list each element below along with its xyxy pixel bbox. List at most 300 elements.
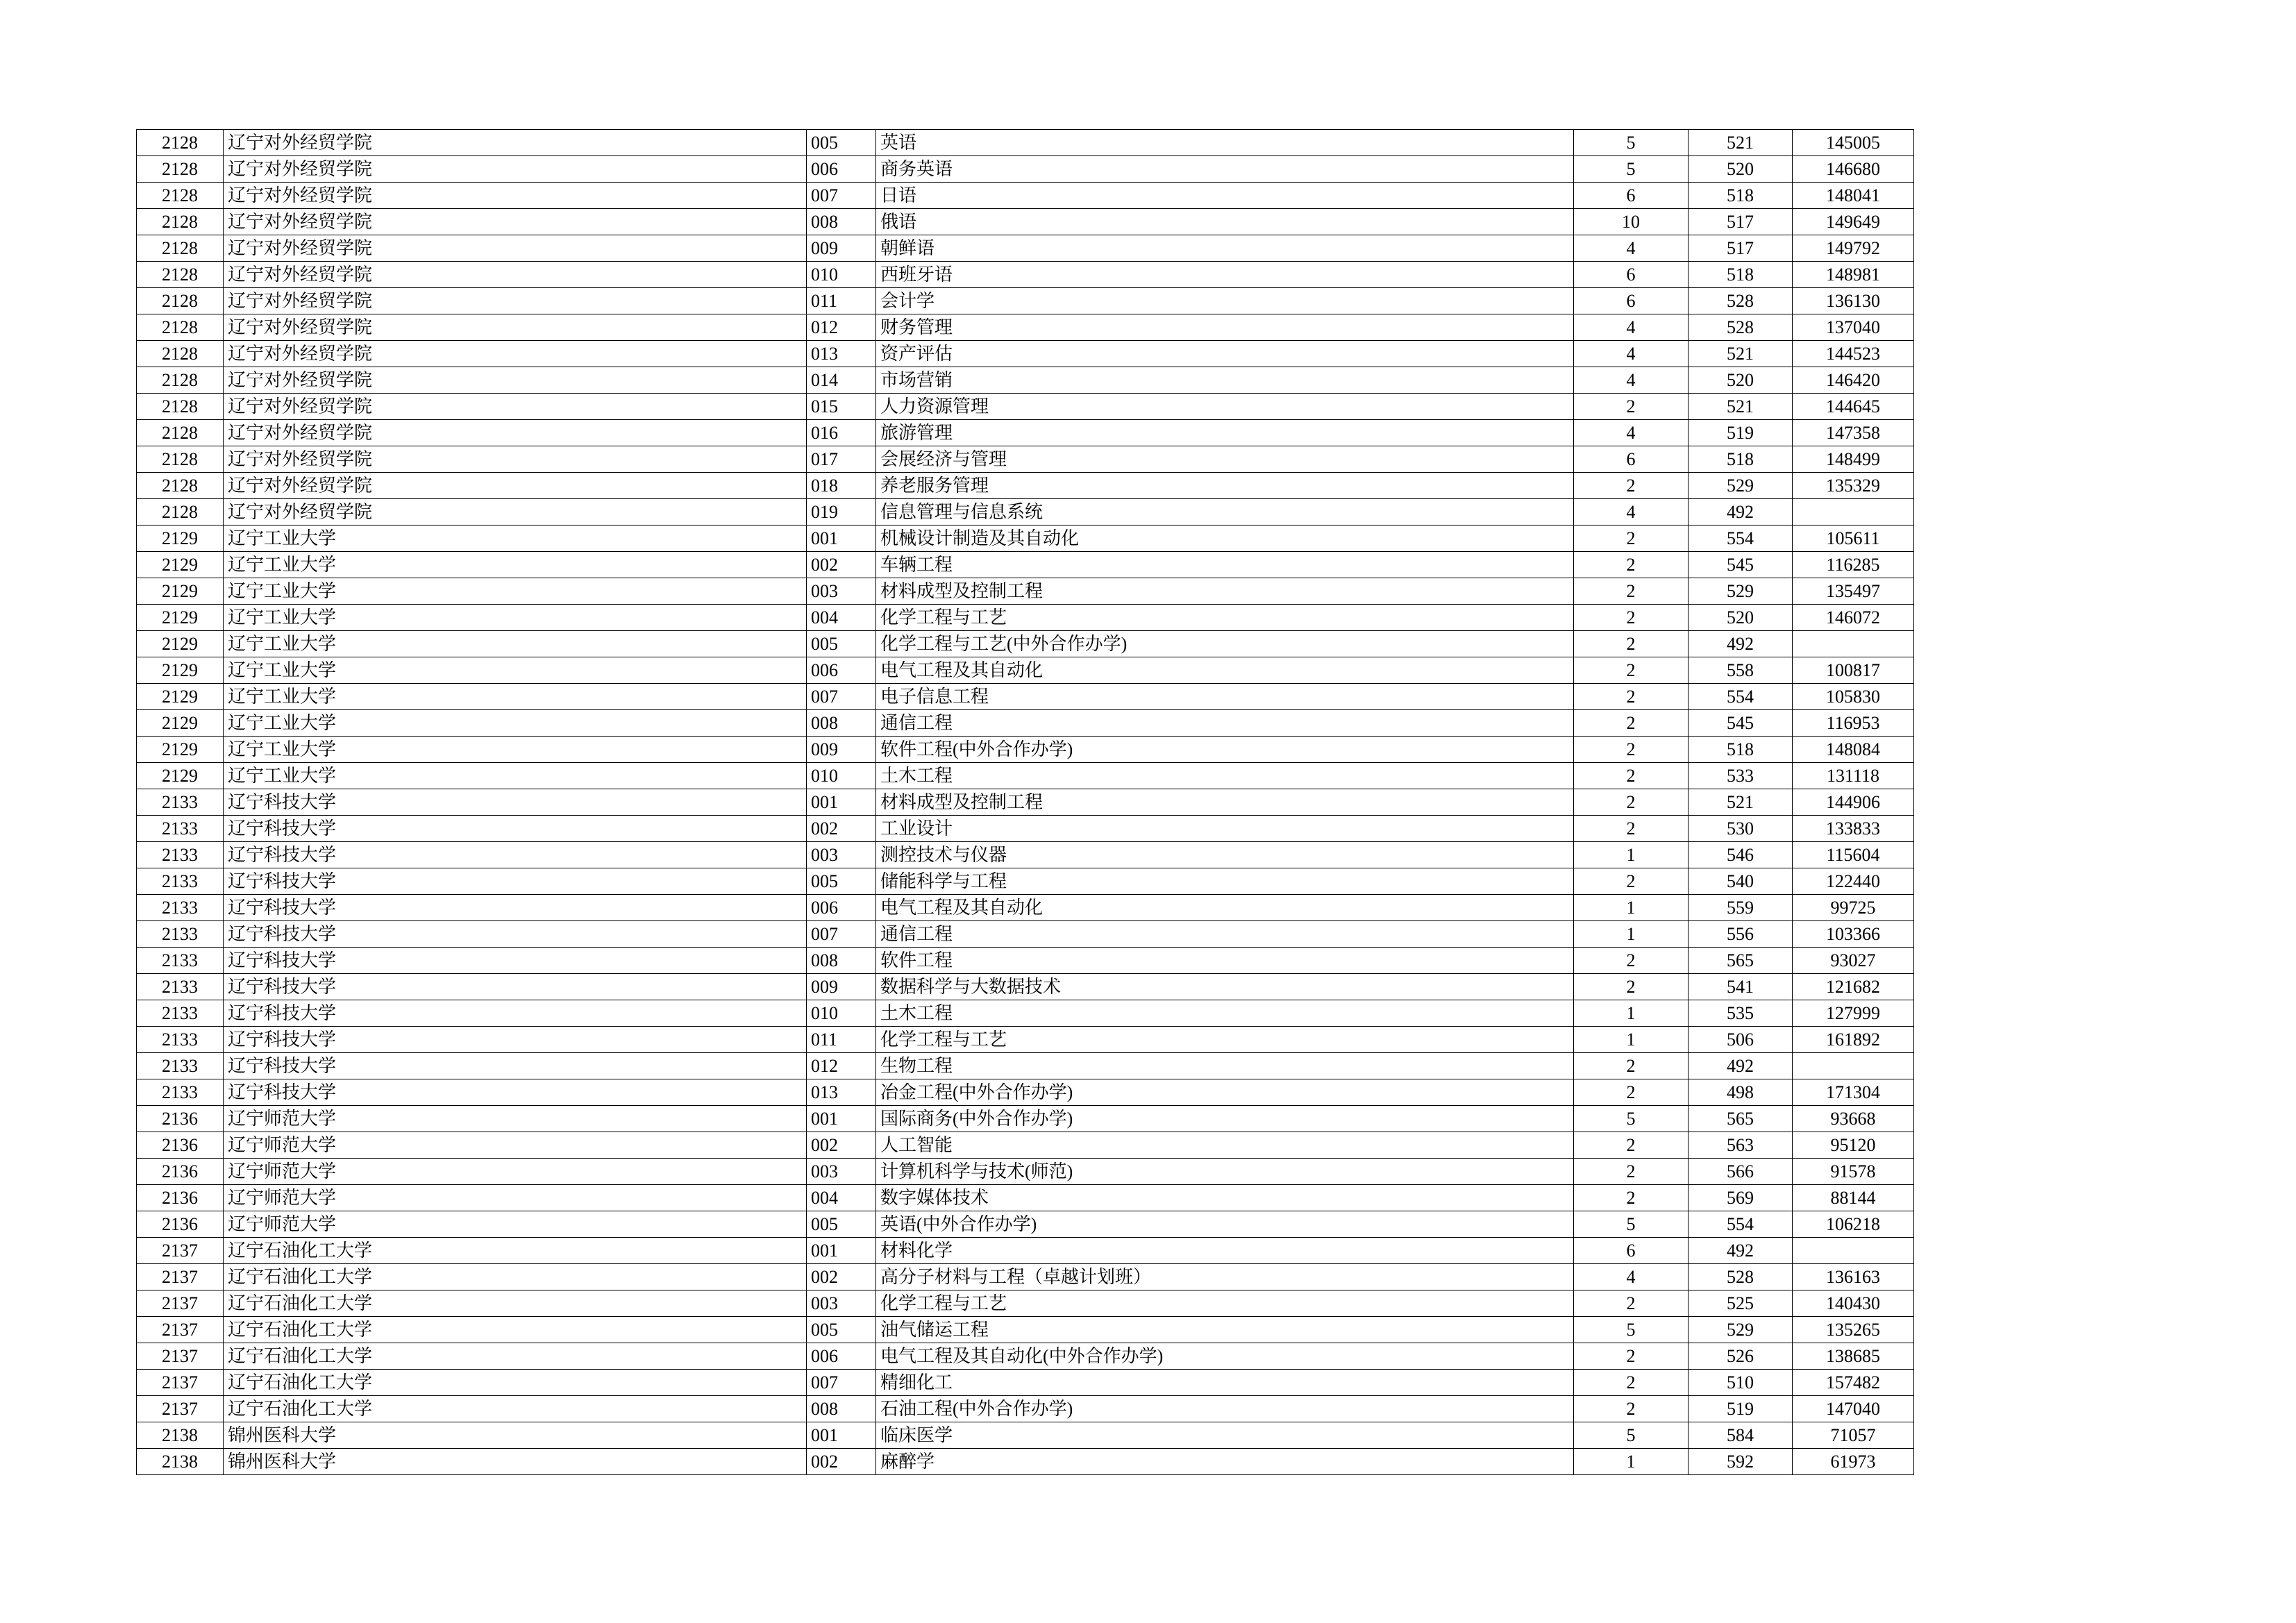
major-code-cell: 010 [807,763,876,789]
major-name-cell: 财务管理 [876,314,1574,341]
school-code-cell: 2128 [137,341,224,367]
table-row [137,1211,1914,1238]
plan-count-cell: 2 [1574,1132,1689,1159]
min-score-cell: 518 [1689,737,1793,763]
major-code-cell: 018 [807,473,876,499]
table-row [137,156,1914,183]
plan-count-cell: 2 [1574,1079,1689,1106]
school-code-cell: 2128 [137,473,224,499]
min-score-cell: 492 [1689,1238,1793,1264]
school-code-cell: 2129 [137,578,224,605]
major-code-cell: 012 [807,1053,876,1079]
major-name-cell: 信息管理与信息系统 [876,499,1574,525]
school-code-cell: 2128 [137,288,224,314]
min-rank-cell: 105830 [1793,684,1914,710]
school-name-cell: 辽宁师范大学 [224,1185,807,1211]
major-name-cell: 高分子材料与工程（卓越计划班） [876,1264,1574,1290]
min-score-cell: 521 [1689,789,1793,816]
plan-count-cell: 5 [1574,1106,1689,1132]
school-name-cell: 辽宁对外经贸学院 [224,341,807,367]
school-code-cell: 2129 [137,737,224,763]
school-code-cell: 2136 [137,1106,224,1132]
min-score-cell: 554 [1689,525,1793,552]
min-score-cell: 566 [1689,1159,1793,1185]
school-name-cell: 辽宁科技大学 [224,974,807,1000]
min-score-cell: 492 [1689,499,1793,525]
school-code-cell: 2133 [137,868,224,895]
min-score-cell: 521 [1689,341,1793,367]
plan-count-cell: 10 [1574,209,1689,235]
min-score-cell: 530 [1689,816,1793,842]
min-score-cell: 518 [1689,262,1793,288]
plan-count-cell: 2 [1574,473,1689,499]
min-rank-cell: 105611 [1793,525,1914,552]
table-row [137,605,1914,631]
school-name-cell: 辽宁工业大学 [224,684,807,710]
school-name-cell: 辽宁对外经贸学院 [224,367,807,394]
table-row [137,1449,1914,1475]
school-code-cell: 2133 [137,1053,224,1079]
major-name-cell: 化学工程与工艺(中外合作办学) [876,631,1574,657]
plan-count-cell: 4 [1574,499,1689,525]
min-rank-cell: 93668 [1793,1106,1914,1132]
major-name-cell: 养老服务管理 [876,473,1574,499]
school-name-cell: 辽宁对外经贸学院 [224,499,807,525]
plan-count-cell: 2 [1574,1053,1689,1079]
table-row [137,1027,1914,1053]
school-code-cell: 2138 [137,1449,224,1475]
major-code-cell: 009 [807,737,876,763]
plan-count-cell: 2 [1574,1185,1689,1211]
school-code-cell: 2128 [137,420,224,446]
table-row [137,1079,1914,1106]
min-score-cell: 546 [1689,842,1793,868]
min-score-cell: 517 [1689,209,1793,235]
school-code-cell: 2129 [137,763,224,789]
min-rank-cell: 138685 [1793,1343,1914,1370]
min-score-cell: 559 [1689,895,1793,921]
plan-count-cell: 2 [1574,763,1689,789]
table-row [137,684,1914,710]
school-code-cell: 2129 [137,552,224,578]
major-name-cell: 石油工程(中外合作办学) [876,1396,1574,1422]
school-name-cell: 辽宁石油化工大学 [224,1238,807,1264]
plan-count-cell: 4 [1574,314,1689,341]
plan-count-cell: 2 [1574,1343,1689,1370]
plan-count-cell: 2 [1574,1290,1689,1317]
table-row [137,1132,1914,1159]
major-code-cell: 008 [807,1396,876,1422]
table-row [137,921,1914,948]
min-rank-cell: 157482 [1793,1370,1914,1396]
min-rank-cell: 140430 [1793,1290,1914,1317]
school-code-cell: 2136 [137,1132,224,1159]
major-name-cell: 英语(中外合作办学) [876,1211,1574,1238]
min-score-cell: 492 [1689,1053,1793,1079]
major-name-cell: 计算机科学与技术(师范) [876,1159,1574,1185]
min-score-cell: 521 [1689,394,1793,420]
min-score-cell: 528 [1689,314,1793,341]
min-score-cell: 520 [1689,156,1793,183]
min-rank-cell: 121682 [1793,974,1914,1000]
plan-count-cell: 1 [1574,1000,1689,1027]
min-rank-cell: 115604 [1793,842,1914,868]
school-code-cell: 2128 [137,235,224,262]
major-code-cell: 012 [807,314,876,341]
table-row [137,446,1914,473]
table-row [137,1396,1914,1422]
min-rank-cell: 93027 [1793,948,1914,974]
school-code-cell: 2128 [137,183,224,209]
major-name-cell: 材料成型及控制工程 [876,789,1574,816]
min-rank-cell: 103366 [1793,921,1914,948]
min-score-cell: 533 [1689,763,1793,789]
plan-count-cell: 2 [1574,631,1689,657]
table-row [137,842,1914,868]
min-rank-cell: 135497 [1793,578,1914,605]
school-name-cell: 辽宁科技大学 [224,868,807,895]
school-code-cell: 2128 [137,130,224,156]
school-name-cell: 辽宁石油化工大学 [224,1343,807,1370]
school-name-cell: 辽宁师范大学 [224,1159,807,1185]
table-row [137,288,1914,314]
school-name-cell: 辽宁石油化工大学 [224,1264,807,1290]
major-code-cell: 004 [807,605,876,631]
major-code-cell: 003 [807,1290,876,1317]
table-row [137,314,1914,341]
school-name-cell: 辽宁师范大学 [224,1106,807,1132]
plan-count-cell: 2 [1574,816,1689,842]
table-row [137,657,1914,684]
school-name-cell: 辽宁科技大学 [224,1053,807,1079]
school-code-cell: 2133 [137,895,224,921]
min-rank-cell: 148084 [1793,737,1914,763]
plan-count-cell: 2 [1574,578,1689,605]
major-name-cell: 旅游管理 [876,420,1574,446]
major-name-cell: 朝鲜语 [876,235,1574,262]
major-name-cell: 会计学 [876,288,1574,314]
school-code-cell: 2128 [137,367,224,394]
school-code-cell: 2129 [137,631,224,657]
school-code-cell: 2129 [137,525,224,552]
min-rank-cell: 71057 [1793,1422,1914,1449]
major-code-cell: 002 [807,816,876,842]
school-name-cell: 辽宁科技大学 [224,895,807,921]
min-rank-cell: 144906 [1793,789,1914,816]
major-code-cell: 002 [807,1449,876,1475]
min-score-cell: 565 [1689,948,1793,974]
major-name-cell: 化学工程与工艺 [876,1027,1574,1053]
major-name-cell: 数据科学与大数据技术 [876,974,1574,1000]
major-code-cell: 013 [807,1079,876,1106]
major-code-cell: 008 [807,710,876,737]
min-score-cell: 569 [1689,1185,1793,1211]
plan-count-cell: 2 [1574,789,1689,816]
school-name-cell: 辽宁科技大学 [224,842,807,868]
min-rank-cell: 146072 [1793,605,1914,631]
table-row [137,262,1914,288]
school-name-cell: 辽宁工业大学 [224,631,807,657]
school-code-cell: 2129 [137,710,224,737]
min-score-cell: 554 [1689,684,1793,710]
school-code-cell: 2133 [137,842,224,868]
school-name-cell: 辽宁对外经贸学院 [224,262,807,288]
min-rank-cell: 161892 [1793,1027,1914,1053]
school-code-cell: 2128 [137,499,224,525]
school-name-cell: 辽宁工业大学 [224,525,807,552]
major-name-cell: 国际商务(中外合作办学) [876,1106,1574,1132]
major-code-cell: 008 [807,948,876,974]
min-score-cell: 541 [1689,974,1793,1000]
school-code-cell: 2133 [137,1027,224,1053]
major-code-cell: 001 [807,1422,876,1449]
school-code-cell: 2128 [137,394,224,420]
school-code-cell: 2137 [137,1264,224,1290]
table-row [137,525,1914,552]
school-name-cell: 辽宁石油化工大学 [224,1317,807,1343]
min-score-cell: 558 [1689,657,1793,684]
min-score-cell: 565 [1689,1106,1793,1132]
major-code-cell: 006 [807,895,876,921]
school-code-cell: 2138 [137,1422,224,1449]
min-rank-cell: 135265 [1793,1317,1914,1343]
min-score-cell: 545 [1689,710,1793,737]
plan-count-cell: 4 [1574,420,1689,446]
major-code-cell: 001 [807,1106,876,1132]
plan-count-cell: 2 [1574,710,1689,737]
table-row [137,183,1914,209]
major-name-cell: 机械设计制造及其自动化 [876,525,1574,552]
table-row [137,948,1914,974]
major-code-cell: 005 [807,1211,876,1238]
table-row [137,1159,1914,1185]
school-name-cell: 辽宁科技大学 [224,1079,807,1106]
school-name-cell: 辽宁科技大学 [224,789,807,816]
major-code-cell: 009 [807,235,876,262]
school-name-cell: 辽宁对外经贸学院 [224,420,807,446]
plan-count-cell: 4 [1574,341,1689,367]
min-score-cell: 498 [1689,1079,1793,1106]
major-code-cell: 009 [807,974,876,1000]
min-score-cell: 554 [1689,1211,1793,1238]
min-rank-cell: 149792 [1793,235,1914,262]
admission-score-table [136,129,1914,1475]
major-code-cell: 013 [807,341,876,367]
school-name-cell: 辽宁工业大学 [224,710,807,737]
min-score-cell: 525 [1689,1290,1793,1317]
plan-count-cell: 2 [1574,394,1689,420]
plan-count-cell: 6 [1574,446,1689,473]
major-code-cell: 002 [807,1264,876,1290]
min-rank-cell: 135329 [1793,473,1914,499]
plan-count-cell: 2 [1574,684,1689,710]
min-rank-cell: 144523 [1793,341,1914,367]
school-name-cell: 辽宁对外经贸学院 [224,209,807,235]
min-score-cell: 519 [1689,420,1793,446]
major-name-cell: 生物工程 [876,1053,1574,1079]
major-name-cell: 材料成型及控制工程 [876,578,1574,605]
major-code-cell: 003 [807,842,876,868]
major-name-cell: 储能科学与工程 [876,868,1574,895]
table-body [137,130,1914,1475]
major-code-cell: 008 [807,209,876,235]
major-name-cell: 通信工程 [876,710,1574,737]
school-code-cell: 2137 [137,1317,224,1343]
school-code-cell: 2128 [137,314,224,341]
table-row [137,1290,1914,1317]
plan-count-cell: 5 [1574,1317,1689,1343]
min-rank-cell: 95120 [1793,1132,1914,1159]
min-score-cell: 584 [1689,1422,1793,1449]
school-name-cell: 辽宁对外经贸学院 [224,288,807,314]
major-name-cell: 测控技术与仪器 [876,842,1574,868]
school-name-cell: 辽宁工业大学 [224,578,807,605]
table-row [137,710,1914,737]
major-code-cell: 014 [807,367,876,394]
school-code-cell: 2128 [137,209,224,235]
min-score-cell: 510 [1689,1370,1793,1396]
plan-count-cell: 6 [1574,183,1689,209]
school-name-cell: 辽宁科技大学 [224,1027,807,1053]
plan-count-cell: 4 [1574,235,1689,262]
major-code-cell: 001 [807,525,876,552]
plan-count-cell: 4 [1574,367,1689,394]
plan-count-cell: 2 [1574,605,1689,631]
min-rank-cell: 148041 [1793,183,1914,209]
min-score-cell: 520 [1689,367,1793,394]
table-row [137,789,1914,816]
min-score-cell: 506 [1689,1027,1793,1053]
table-row [137,1370,1914,1396]
min-rank-cell: 131118 [1793,763,1914,789]
major-name-cell: 市场营销 [876,367,1574,394]
school-code-cell: 2137 [137,1290,224,1317]
table-row [137,974,1914,1000]
table-row [137,578,1914,605]
school-code-cell: 2133 [137,948,224,974]
table-row [137,1185,1914,1211]
major-name-cell: 车辆工程 [876,552,1574,578]
major-code-cell: 016 [807,420,876,446]
major-code-cell: 002 [807,552,876,578]
major-name-cell: 资产评估 [876,341,1574,367]
school-code-cell: 2129 [137,605,224,631]
table-row [137,235,1914,262]
min-rank-cell: 91578 [1793,1159,1914,1185]
table-row [137,1343,1914,1370]
school-name-cell: 辽宁工业大学 [224,763,807,789]
school-code-cell: 2137 [137,1370,224,1396]
min-rank-cell [1793,631,1914,657]
min-score-cell: 535 [1689,1000,1793,1027]
min-rank-cell: 99725 [1793,895,1914,921]
table-row [137,1238,1914,1264]
table-row [137,816,1914,842]
major-code-cell: 001 [807,1238,876,1264]
school-code-cell: 2137 [137,1343,224,1370]
major-code-cell: 006 [807,657,876,684]
major-name-cell: 数字媒体技术 [876,1185,1574,1211]
major-name-cell: 土木工程 [876,1000,1574,1027]
major-code-cell: 011 [807,1027,876,1053]
min-rank-cell: 116953 [1793,710,1914,737]
school-name-cell: 辽宁科技大学 [224,948,807,974]
major-code-cell: 011 [807,288,876,314]
major-code-cell: 007 [807,183,876,209]
school-code-cell: 2128 [137,262,224,288]
major-code-cell: 019 [807,499,876,525]
school-code-cell: 2133 [137,1000,224,1027]
major-code-cell: 007 [807,684,876,710]
min-rank-cell: 148499 [1793,446,1914,473]
table-row [137,341,1914,367]
min-score-cell: 526 [1689,1343,1793,1370]
table-row [137,1317,1914,1343]
school-code-cell: 2129 [137,684,224,710]
plan-count-cell: 6 [1574,262,1689,288]
major-name-cell: 电子信息工程 [876,684,1574,710]
min-score-cell: 528 [1689,1264,1793,1290]
table-row [137,1053,1914,1079]
table-row [137,1264,1914,1290]
table-row [137,367,1914,394]
school-code-cell: 2137 [137,1396,224,1422]
min-score-cell: 518 [1689,446,1793,473]
table-row [137,1422,1914,1449]
school-code-cell: 2136 [137,1211,224,1238]
min-rank-cell: 133833 [1793,816,1914,842]
min-score-cell: 517 [1689,235,1793,262]
major-name-cell: 精细化工 [876,1370,1574,1396]
major-code-cell: 003 [807,1159,876,1185]
major-code-cell: 004 [807,1185,876,1211]
min-score-cell: 520 [1689,605,1793,631]
min-rank-cell [1793,1238,1914,1264]
major-code-cell: 005 [807,868,876,895]
school-name-cell: 辽宁对外经贸学院 [224,156,807,183]
school-name-cell: 辽宁师范大学 [224,1211,807,1238]
table-row [137,1106,1914,1132]
school-name-cell: 辽宁对外经贸学院 [224,314,807,341]
min-rank-cell: 144645 [1793,394,1914,420]
school-code-cell: 2137 [137,1238,224,1264]
major-name-cell: 工业设计 [876,816,1574,842]
min-score-cell: 519 [1689,1396,1793,1422]
school-name-cell: 辽宁工业大学 [224,737,807,763]
major-name-cell: 临床医学 [876,1422,1574,1449]
major-code-cell: 010 [807,262,876,288]
major-code-cell: 002 [807,1132,876,1159]
major-name-cell: 土木工程 [876,763,1574,789]
major-code-cell: 001 [807,789,876,816]
min-rank-cell [1793,1053,1914,1079]
major-name-cell: 通信工程 [876,921,1574,948]
major-code-cell: 010 [807,1000,876,1027]
plan-count-cell: 1 [1574,1449,1689,1475]
school-code-cell: 2136 [137,1159,224,1185]
school-code-cell: 2133 [137,816,224,842]
school-name-cell: 辽宁科技大学 [224,816,807,842]
major-name-cell: 电气工程及其自动化(中外合作办学) [876,1343,1574,1370]
plan-count-cell: 1 [1574,842,1689,868]
min-score-cell: 592 [1689,1449,1793,1475]
plan-count-cell: 2 [1574,552,1689,578]
table-row [137,1000,1914,1027]
school-name-cell: 辽宁工业大学 [224,552,807,578]
min-rank-cell: 116285 [1793,552,1914,578]
min-rank-cell: 146680 [1793,156,1914,183]
school-name-cell: 辽宁对外经贸学院 [224,473,807,499]
